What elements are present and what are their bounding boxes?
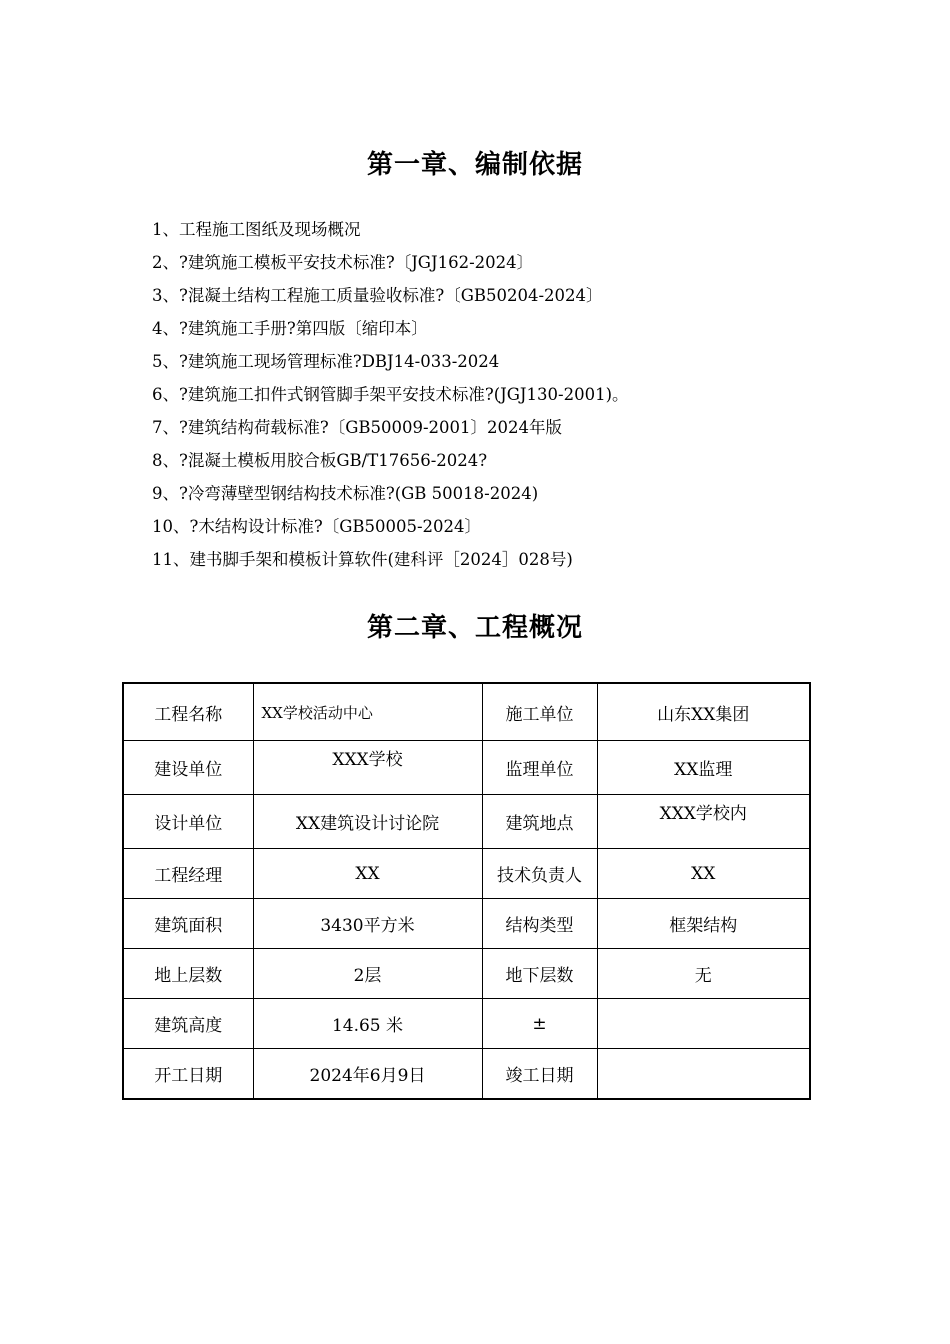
table-cell: 设计单位 [123, 795, 253, 849]
table-cell: 技术负责人 [482, 849, 597, 899]
table-cell: 建筑高度 [123, 999, 253, 1049]
table-cell: 2层 [253, 949, 482, 999]
table-cell: XX [597, 849, 810, 899]
list-item: 8、?混凝土模板用胶合板GB/T17656-2024? [152, 451, 488, 470]
table-cell: 无 [597, 949, 810, 999]
list-item: 11、建书脚手架和模板计算软件(建科评［2024］028号) [152, 550, 573, 569]
table-cell: ± [482, 999, 597, 1049]
table-cell: 开工日期 [123, 1049, 253, 1100]
table-cell: 竣工日期 [482, 1049, 597, 1100]
table-row [123, 795, 810, 849]
table-row [123, 741, 810, 795]
table-cell: 结构类型 [482, 899, 597, 949]
list-item: 3、?混凝土结构工程施工质量验收标准?〔GB50204-2024〕 [152, 286, 603, 305]
table-cell: XX [253, 849, 482, 899]
list-item: 9、?冷弯薄壁型钢结构技术标准?(GB 50018-2024) [152, 484, 539, 503]
project-overview-table [122, 682, 811, 1100]
list-item: 10、?木结构设计标准?〔GB50005-2024〕 [152, 517, 482, 536]
list-item: 2、?建筑施工模板平安技术标准?〔JGJ162-2024〕 [152, 253, 534, 272]
table-cell: 3430平方米 [253, 899, 482, 949]
list-item: 4、?建筑施工手册?第四版〔缩印本〕 [152, 319, 428, 338]
table-cell: XXX学校 [253, 741, 482, 795]
table-row [123, 899, 810, 949]
table-row [123, 949, 810, 999]
table-cell: 地下层数 [482, 949, 597, 999]
list-item: 1、工程施工图纸及现场概况 [152, 220, 361, 239]
list-item: 7、?建筑结构荷载标准?〔GB50009-2001〕2024年版 [152, 418, 563, 437]
table-row [123, 1049, 810, 1100]
reference-list [152, 217, 629, 580]
list-item: 6、?建筑施工扣件式钢管脚手架平安技术标准?(JGJ130-2001)。 [152, 385, 629, 404]
table-cell: 工程经理 [123, 849, 253, 899]
chapter-1-title: 第一章、编制依据 [366, 150, 583, 180]
table-cell: 14.65 米 [253, 999, 482, 1049]
table-cell: XXX学校内 [597, 795, 810, 849]
table-cell [597, 1049, 810, 1100]
table-cell: 2024年6月9日 [253, 1049, 482, 1100]
table-cell: XX建筑设计讨论院 [253, 795, 482, 849]
table-cell: 监理单位 [482, 741, 597, 795]
table-cell: 建筑面积 [123, 899, 253, 949]
chapter-2-title: 第二章、工程概况 [366, 613, 583, 643]
table-row [123, 683, 810, 741]
table-cell: 建设单位 [123, 741, 253, 795]
table-cell: 工程名称 [123, 683, 253, 741]
table-cell: 框架结构 [597, 899, 810, 949]
table-cell: 山东XX集团 [597, 683, 810, 741]
table-cell [597, 999, 810, 1049]
list-item: 5、?建筑施工现场管理标准?DBJ14-033-2024 [152, 352, 500, 371]
table-row [123, 849, 810, 899]
table-cell: XX监理 [597, 741, 810, 795]
table-cell: 建筑地点 [482, 795, 597, 849]
table-cell: XX学校活动中心 [253, 683, 482, 741]
table-row [123, 999, 810, 1049]
table-cell: 地上层数 [123, 949, 253, 999]
table-cell: 施工单位 [482, 683, 597, 741]
